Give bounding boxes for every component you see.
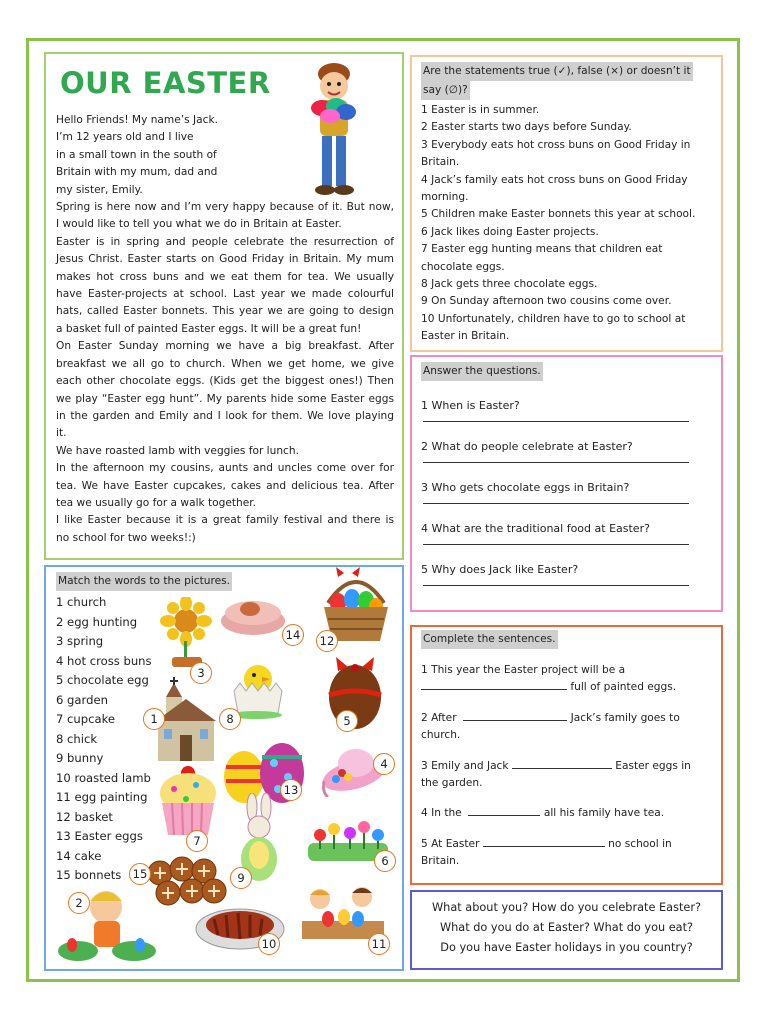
true-false-header: say (∅)? [421,81,470,100]
picture-number: 4 [373,753,395,775]
question: 1 When is Easter? [421,399,520,412]
word-item: 2 egg hunting [56,614,138,629]
story-line: We have roasted lamb with veggies for lunch. [56,444,299,457]
complete-header: Complete the sentences. [421,630,558,649]
page-title: OUR EASTER [60,66,271,100]
picture-number: 9 [230,867,252,889]
match-box [44,565,404,971]
story-line: have Easter-projects at school. Last year we made colourful [56,288,394,301]
answer-line[interactable] [423,454,689,463]
story-line: we play “Easter egg hunt”. My parents hide some Easter eggs [56,392,394,405]
word-item: 9 bunny [56,751,104,765]
story-line: makes hot cross buns and we eat them for tea. We usually [56,270,394,283]
story-line: In the afternoon my cousins, aunts and uncles come over for [56,462,394,475]
story-line: tea. We have Easter cupcakes, cakes and delicious tea. After [56,479,394,492]
picture-number: 3 [190,662,212,684]
story-line: it. [56,427,67,440]
statement: 4 Jack’s family eats hot cross buns on Good Friday [421,173,688,186]
picture-number: 13 [280,779,302,801]
statement: 9 On Sunday afternoon two cousins come over. [421,295,672,308]
picture-number: 8 [219,708,241,730]
story-line: I like Easter because it is a great family festival and there is [56,514,394,527]
picture-number: 2 [68,892,90,914]
questions-header: Answer the questions. [421,362,543,381]
statement: Britain. [421,156,460,169]
statement: 10 Unfortunately, children have to go to school at [421,312,686,325]
question: 2 What do people celebrate at Easter? [421,440,633,453]
question: 4 What are the traditional food at Easter? [421,522,650,535]
story-line: Hello Friends! My name’s Jack. [56,114,218,126]
picture-number: 7 [186,830,208,852]
word-item: 5 chocolate egg [56,673,149,687]
word-item: 4 hot cross buns [56,653,152,668]
question: 3 Who gets chocolate eggs in Britain? [421,481,630,494]
sentence-3: 3 Emily and Jack Easter eggs in the garden. [421,759,691,790]
cake-picture [218,591,288,641]
statement: 6 Jack likes doing Easter projects. [421,225,599,238]
picture-number: 5 [336,710,358,732]
picture-number: 11 [368,933,390,955]
statement: 2 Easter starts two days before Sunday. [421,121,632,134]
sentence-4: 4 In the all his family have tea. [421,807,665,820]
story-line: Jesus Christ. Easter starts on Good Friday in Britain. My mum [56,253,394,266]
story-text [56,112,394,547]
blank[interactable] [512,758,612,769]
statement: 3 Everybody eats hot cross buns on Good Friday in [421,138,691,151]
word-item: 1 church [56,595,107,609]
word-item: 12 basket [56,809,113,824]
word-item: 14 cake [56,848,102,863]
about-line: Do you have Easter holidays in you country? [440,941,693,954]
cupcake-picture [156,763,220,839]
story-box [44,52,404,560]
story-line: Easter is in spring and people celebrate the resurrection of [56,235,394,248]
spring-flower-picture [158,597,214,669]
story-line: each other chocolate eggs. (Kids get the biggest ones!) Then [56,375,394,388]
word-item: 3 spring [56,634,104,648]
story-line: in the garden and Emily and I look for them. We love playing [56,409,394,422]
questions-box [410,355,723,612]
picture-number: 6 [374,850,396,872]
about-line: What do you do at Easter? What do you eat? [439,921,694,934]
blank[interactable] [468,805,540,816]
word-item: 15 bonnets [56,868,122,882]
question: 5 Why does Jack like Easter? [421,563,579,576]
story-line: my sister, Emily. [56,183,143,196]
story-line: hats, called Easter bonnets. This year we are going to design [56,305,394,318]
statement: 1 Easter is in summer. [421,104,540,116]
statement: 7 Easter egg hunting means that children eat [421,243,663,256]
blank[interactable] [463,710,567,721]
story-line: no school for two weeks!:) [56,531,196,544]
blank[interactable] [421,679,567,690]
word-item: 7 cupcake [56,712,116,726]
word-item: 8 chick [56,731,98,746]
answer-line[interactable] [423,536,689,545]
complete-box [410,625,723,885]
statement: chocolate eggs. [421,260,505,273]
answer-line[interactable] [423,495,689,504]
picture-number: 10 [258,933,280,955]
statement: morning. [421,191,469,204]
about-line: What about you? How do you celebrate Easter? [432,901,701,914]
true-false-box [410,55,723,352]
true-false-header: Are the statements true (✓), false (×) or doesn’t it [421,62,693,81]
sentence-5: 5 At Easter no school in Britain. [421,837,672,868]
match-header: Match the words to the pictures. [56,572,232,591]
story-line: Spring is here now and I’m very happy because of it. But now, [56,201,394,214]
story-line: tea we usually go for a walk together. [56,496,257,509]
answer-line[interactable] [423,577,689,586]
answer-line[interactable] [423,413,689,422]
statement: Easter in Britain. [421,330,510,343]
story-line: I’m 12 years old and I live [56,131,194,144]
story-line: I would like to tell you what we do in Britain at Easter. [56,218,342,231]
picture-number: 12 [316,630,338,652]
statement: 8 Jack gets three chocolate eggs. [421,278,598,291]
picture-number: 1 [143,708,165,730]
story-line: Britain with my mum, dad and [56,166,218,179]
picture-number: 15 [129,863,151,885]
word-item: 10 roasted lamb [56,770,151,785]
sentence-1: 1 This year the Easter project will be a full of painted eggs. [421,664,677,694]
story-line: in a small town in the south of [56,148,217,161]
statement: 5 Children make Easter bonnets this year at school. [421,208,696,221]
story-line: On Easter Sunday morning we have a big breakfast. After [56,340,394,353]
word-item: 13 Easter eggs [56,829,143,843]
sentence-2: 2 After Jack’s family goes to church. [421,711,680,742]
blank[interactable] [483,836,605,847]
story-line: breakfast we all go to church. When we get home, we give [56,357,394,370]
word-item: 11 egg painting [56,790,148,804]
word-item: 6 garden [56,692,108,707]
story-line: a basket full of painted Easter eggs. It will be a great fun! [56,322,362,335]
picture-number: 14 [282,624,304,646]
about-you-box [410,890,723,970]
